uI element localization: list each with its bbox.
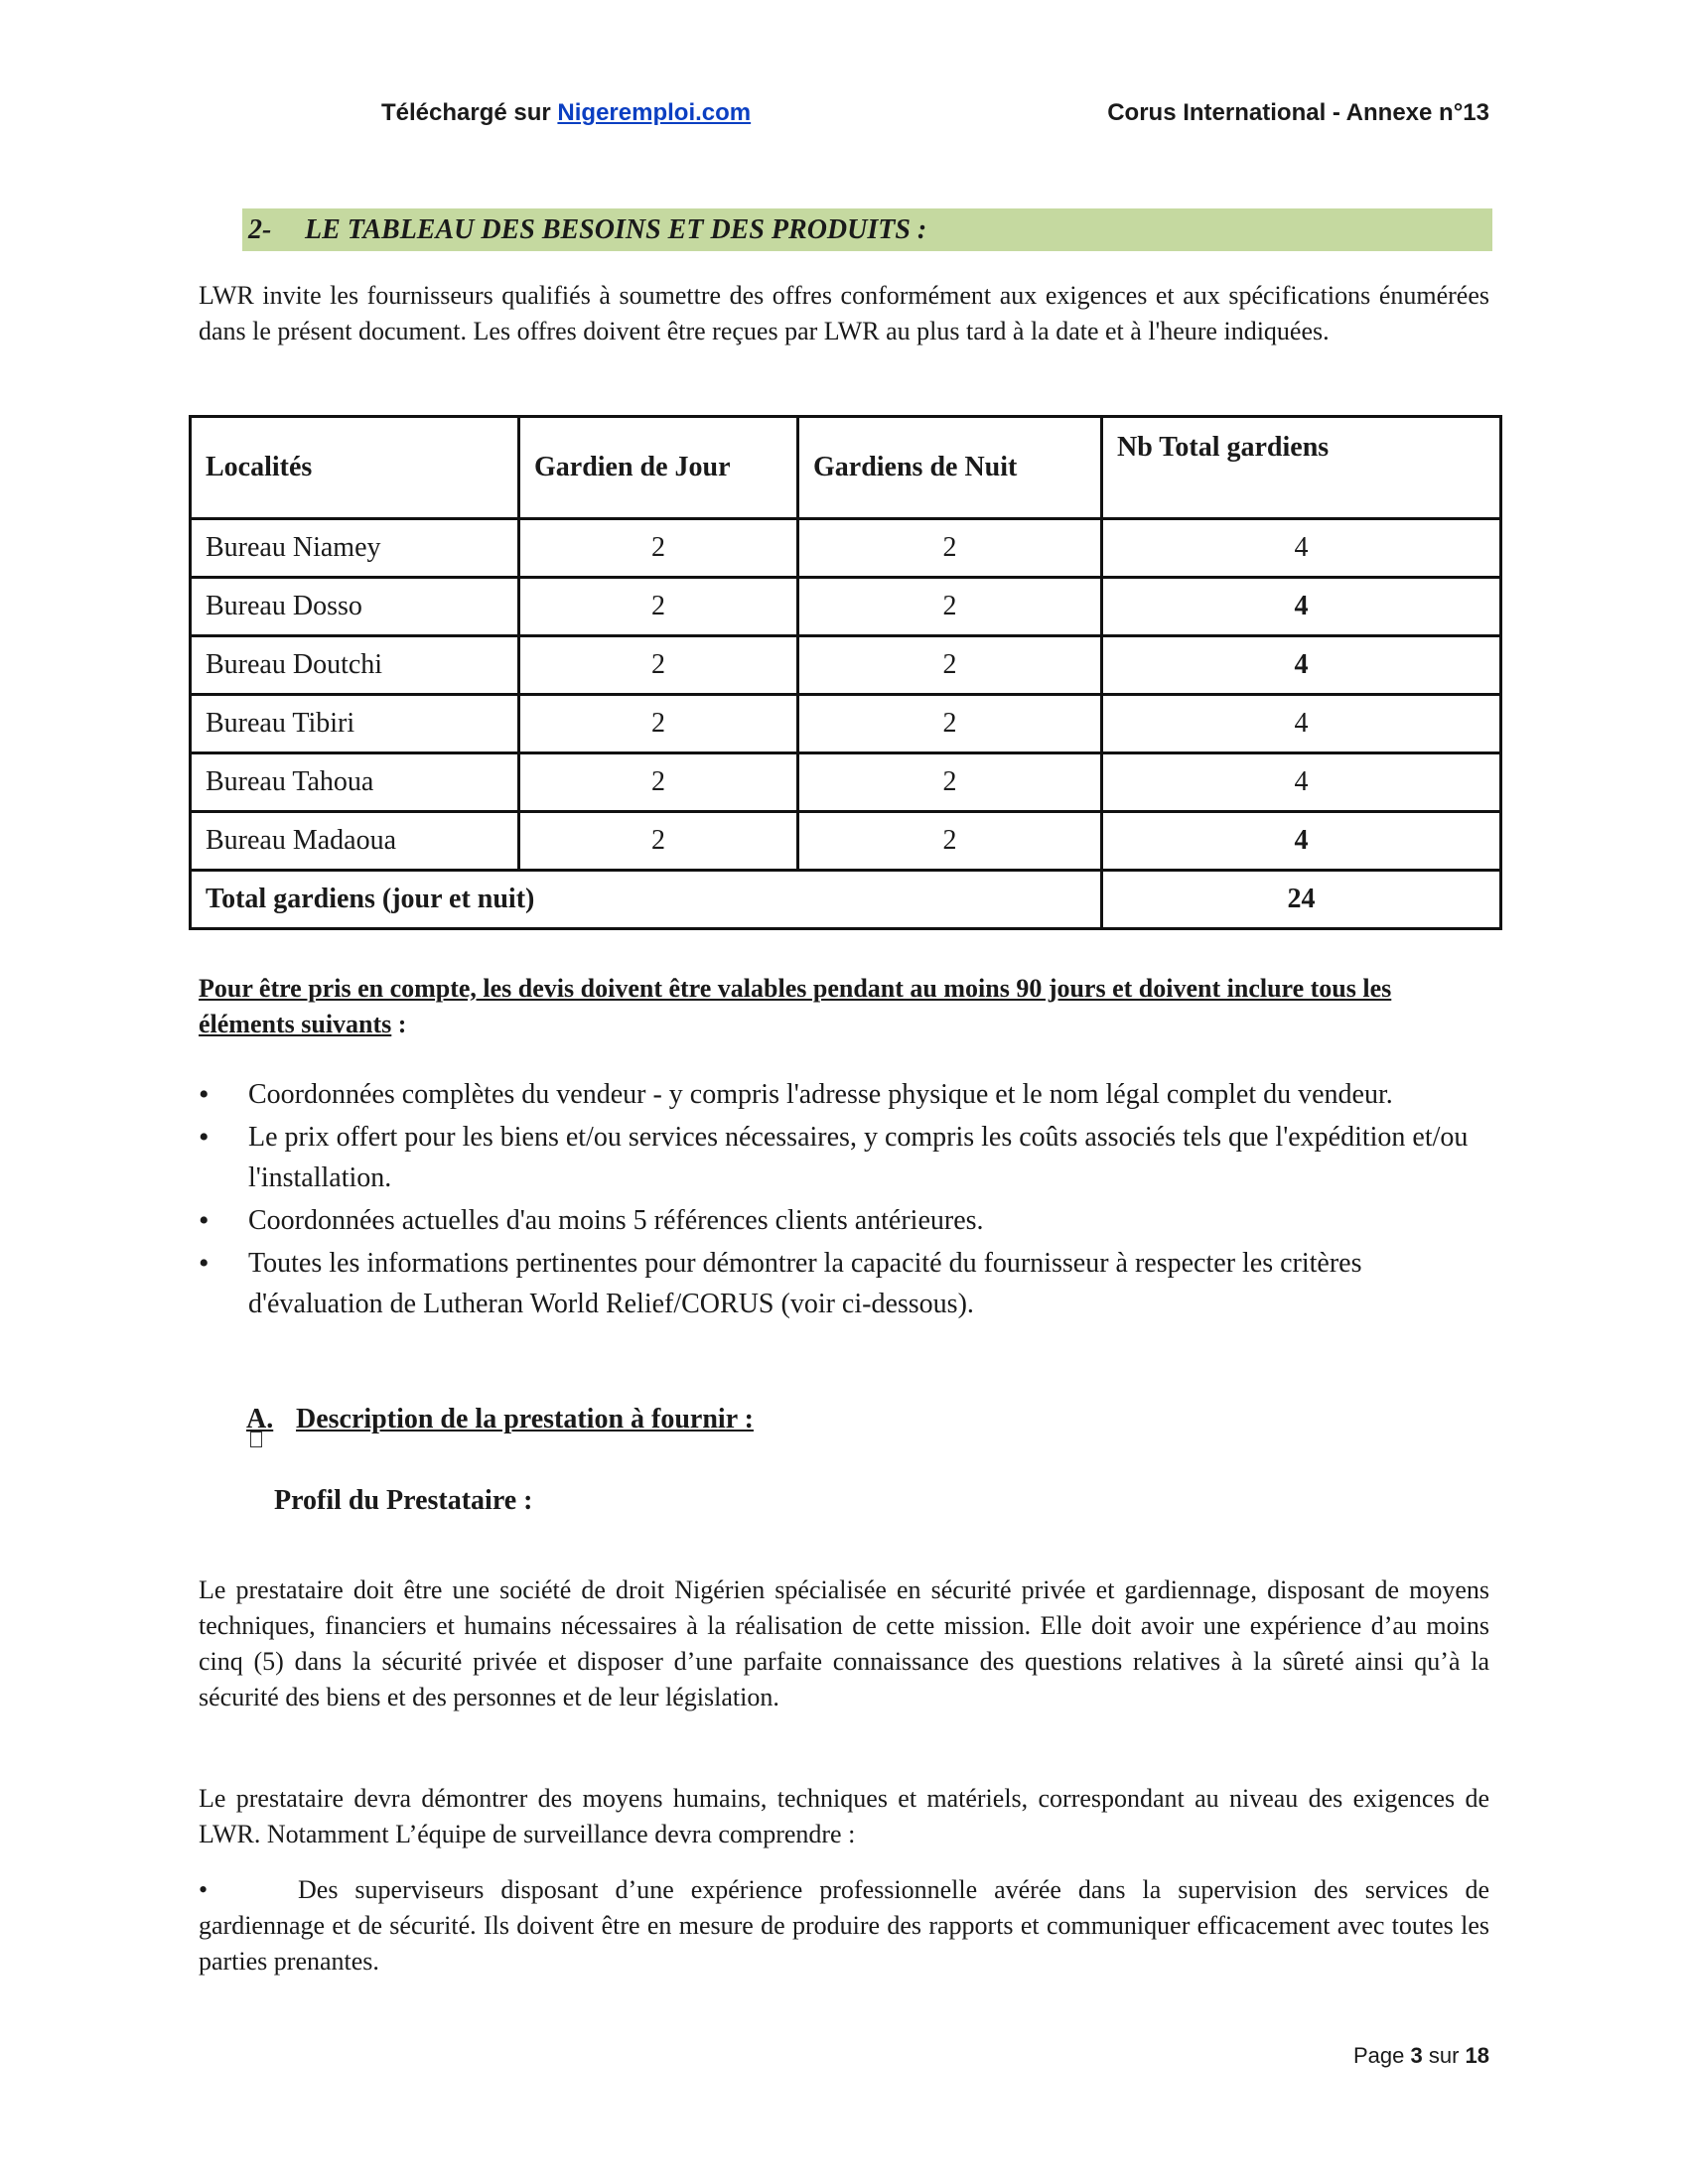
- cell-total: 4: [1102, 812, 1501, 871]
- table-row: [191, 519, 1501, 578]
- footer-of-label: sur: [1422, 2043, 1466, 2068]
- validity-suffix: :: [391, 1010, 407, 1038]
- profile-bullet: [199, 1872, 1489, 1979]
- cell-total: 4: [1102, 753, 1501, 812]
- validity-text: Pour être pris en compte, les devis doivent être valables pendant au moins 90 jours et doivent inclure tous les éléments suivants: [199, 974, 1392, 1038]
- bullet-icon: •: [199, 1875, 209, 1904]
- section-number: 2-: [248, 214, 272, 245]
- subsection-letter: A.: [246, 1404, 274, 1434]
- cell-jour: 2: [519, 753, 798, 812]
- col-header-jour: Gardien de Jour: [519, 417, 798, 519]
- table-row: [191, 578, 1501, 636]
- footer-page-label: Page: [1352, 2043, 1411, 2068]
- list-item: • Coordonnées actuelles d'au moins 5 références clients antérieures.: [199, 1200, 1489, 1241]
- table-row: [191, 636, 1501, 695]
- list-item: • Toutes les informations pertinentes pour démontrer la capacité du fournisseur à respecter les critères d'évaluation de Lutheran World Relief/CORUS (voir ci-dessous).: [199, 1243, 1489, 1324]
- total-label: Total gardiens (jour et nuit): [191, 871, 1102, 929]
- section-banner: [242, 208, 1492, 251]
- page-footer: [1353, 2043, 1489, 2069]
- cell-jour: 2: [519, 636, 798, 695]
- missing-glyph-icon: [250, 1432, 262, 1447]
- cell-localite: Bureau Tibiri: [191, 695, 519, 753]
- subsection-title: Description de la prestation à fournir :: [296, 1404, 754, 1434]
- table-row: [191, 753, 1501, 812]
- cell-nuit: 2: [798, 578, 1102, 636]
- intro-paragraph: LWR invite les fournisseurs qualifiés à soumettre des offres conformément aux exigences et aux spécifications énumérées dans le présent document. Les offres doivent être reçues par LWR au plus tard à la date et à l'heure indiquées.: [199, 281, 1489, 345]
- cell-localite: Bureau Tahoua: [191, 753, 519, 812]
- total-value: 24: [1102, 871, 1501, 929]
- cell-total: 4: [1102, 519, 1501, 578]
- profile-paragraph-1: Le prestataire doit être une société de droit Nigérien spécialisée en sécurité privée et gardiennage, disposant de moyens techniques, financiers et humains nécessaires à la réalisation de cette mission. Elle doit avoir une expérience d’au moins cinq (5) dans la sécurité privée et disposer d’une parfaite connaissance des questions relatives à la sûreté ainsi qu’à la sécurité des biens et des personnes et de leur législation.: [199, 1575, 1489, 1711]
- cell-localite: Bureau Doutchi: [191, 636, 519, 695]
- list-item: • Le prix offert pour les biens et/ou services nécessaires, y compris les coûts associés tels que l'expédition et/ou l'installation.: [199, 1117, 1489, 1198]
- footer-page-number: 3: [1410, 2043, 1423, 2068]
- cell-jour: 2: [519, 519, 798, 578]
- header-right: Corus International - Annexe n°13: [1107, 99, 1489, 126]
- col-header-localites: Localités: [191, 417, 519, 519]
- cell-localite: Bureau Dosso: [191, 578, 519, 636]
- cell-jour: 2: [519, 578, 798, 636]
- cell-nuit: 2: [798, 636, 1102, 695]
- subsection-heading: [246, 1404, 754, 1435]
- footer-page-total: 18: [1465, 2043, 1489, 2068]
- cell-total: 4: [1102, 695, 1501, 753]
- validity-statement: [199, 971, 1489, 1042]
- cell-total: 4: [1102, 578, 1501, 636]
- profile-heading: Profil du Prestataire :: [274, 1485, 533, 1516]
- profile-bullet-text: Des superviseurs disposant d’une expérience professionnelle avérée dans la supervision des services de gardiennage et de sécurité. Ils doivent être en mesure de produire des rapports et communiquer efficacement avec toutes les parties prenantes.: [199, 1875, 1489, 1976]
- cell-total: 4: [1102, 636, 1501, 695]
- requirements-list: [199, 1074, 1489, 1326]
- cell-localite: Bureau Niamey: [191, 519, 519, 578]
- table-header-row: [191, 417, 1501, 519]
- header-link[interactable]: Nigeremploi.com: [557, 99, 752, 126]
- cell-nuit: 2: [798, 519, 1102, 578]
- needs-table: [189, 415, 1502, 930]
- header-prefix: Téléchargé sur: [381, 99, 558, 126]
- cell-nuit: 2: [798, 695, 1102, 753]
- table-row: [191, 812, 1501, 871]
- col-header-total: Nb Total gardiens: [1102, 417, 1501, 519]
- table-total-row: [191, 871, 1501, 929]
- col-header-nuit: Gardiens de Nuit: [798, 417, 1102, 519]
- page-header: [381, 99, 1489, 127]
- cell-jour: 2: [519, 812, 798, 871]
- cell-nuit: 2: [798, 753, 1102, 812]
- cell-nuit: 2: [798, 812, 1102, 871]
- header-left: [381, 99, 751, 127]
- profile-paragraph-2: Le prestataire devra démontrer des moyens humains, techniques et matériels, correspondant au niveau des exigences de LWR. Notamment L’équipe de surveillance devra comprendre :: [199, 1784, 1489, 1848]
- cell-localite: Bureau Madaoua: [191, 812, 519, 871]
- section-title: LE TABLEAU DES BESOINS ET DES PRODUITS :: [305, 214, 927, 245]
- list-item: • Coordonnées complètes du vendeur - y compris l'adresse physique et le nom légal complet du vendeur.: [199, 1074, 1489, 1115]
- table-row: [191, 695, 1501, 753]
- cell-jour: 2: [519, 695, 798, 753]
